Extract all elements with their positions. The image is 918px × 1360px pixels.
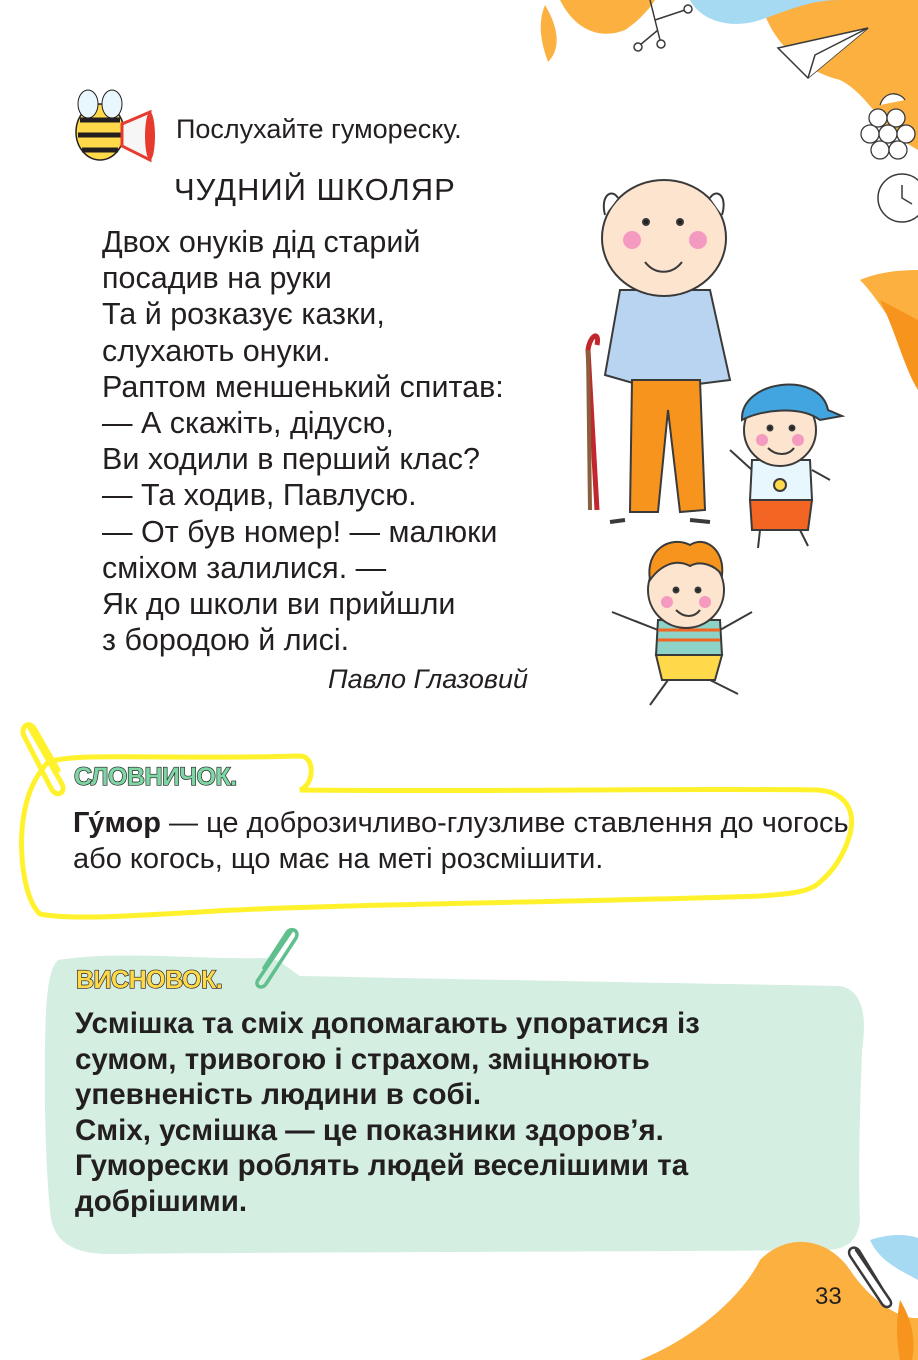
- curly-boy-illustration: [612, 542, 752, 705]
- poem-line: Та й розказує казки,: [102, 297, 385, 332]
- clock-icon: [878, 174, 918, 222]
- poem-line: посадив на руки: [102, 261, 332, 296]
- conclusion-line: Сміх, усмішка — це показники здоров’я.: [75, 1113, 664, 1147]
- poem-line: з бородою й лисі.: [102, 623, 350, 658]
- poem-body: [102, 224, 504, 658]
- poem-line: слухають онуки.: [102, 333, 331, 368]
- bee-megaphone-icon: [76, 90, 155, 160]
- conclusion-heading: ВИСНОВОК.: [76, 966, 223, 994]
- top-right-decoration: [541, 0, 918, 390]
- glossary-heading: СЛОВНИЧОК.: [74, 763, 237, 791]
- conclusion-body: [75, 1006, 835, 1220]
- boy-with-cap-illustration: [730, 385, 842, 548]
- glossary-term: Гу́мор: [73, 807, 161, 839]
- leaf-icon: [897, 1300, 914, 1360]
- glossary-definition-text: — це доброзичливо-глузливе ставлення до чогось або когось, що має на меті розсмішити.: [73, 807, 849, 875]
- poem-author: Павло Глазовий: [328, 664, 529, 694]
- conclusion-line: добрішими.: [75, 1184, 248, 1218]
- conclusion-line: Гуморески роблять людей веселішими та: [75, 1149, 689, 1183]
- poem-line: — Та ходив, Павлусю.: [102, 478, 417, 513]
- poem-line: — А скажіть, дідусю,: [102, 406, 394, 441]
- conclusion-line: упевненість людини в собі.: [75, 1078, 482, 1112]
- glossary-definition: [73, 806, 863, 877]
- poem-line: — От був номер! — малюки: [102, 514, 498, 549]
- poem-line: сміхом залилися. —: [102, 550, 387, 585]
- conclusion-line: Усмішка та сміх допомагають упоратися із: [75, 1007, 700, 1040]
- poem-line: Ви ходили в перший клас?: [102, 442, 480, 477]
- page-number: 33: [815, 1283, 842, 1310]
- grandfather-illustration: [588, 180, 730, 522]
- conclusion-line: сумом, тривогою і страхом, зміцнюють: [75, 1042, 650, 1076]
- poem-line: Як до школи ви прийшли: [102, 587, 456, 622]
- poem-line: Двох онуків дід старий: [102, 225, 421, 259]
- poem-title: ЧУДНИЙ ШКОЛЯР: [174, 172, 456, 207]
- instruction-text: Послухайте гумореску.: [176, 114, 462, 144]
- poem-line: Раптом меншенький спитав:: [102, 369, 504, 404]
